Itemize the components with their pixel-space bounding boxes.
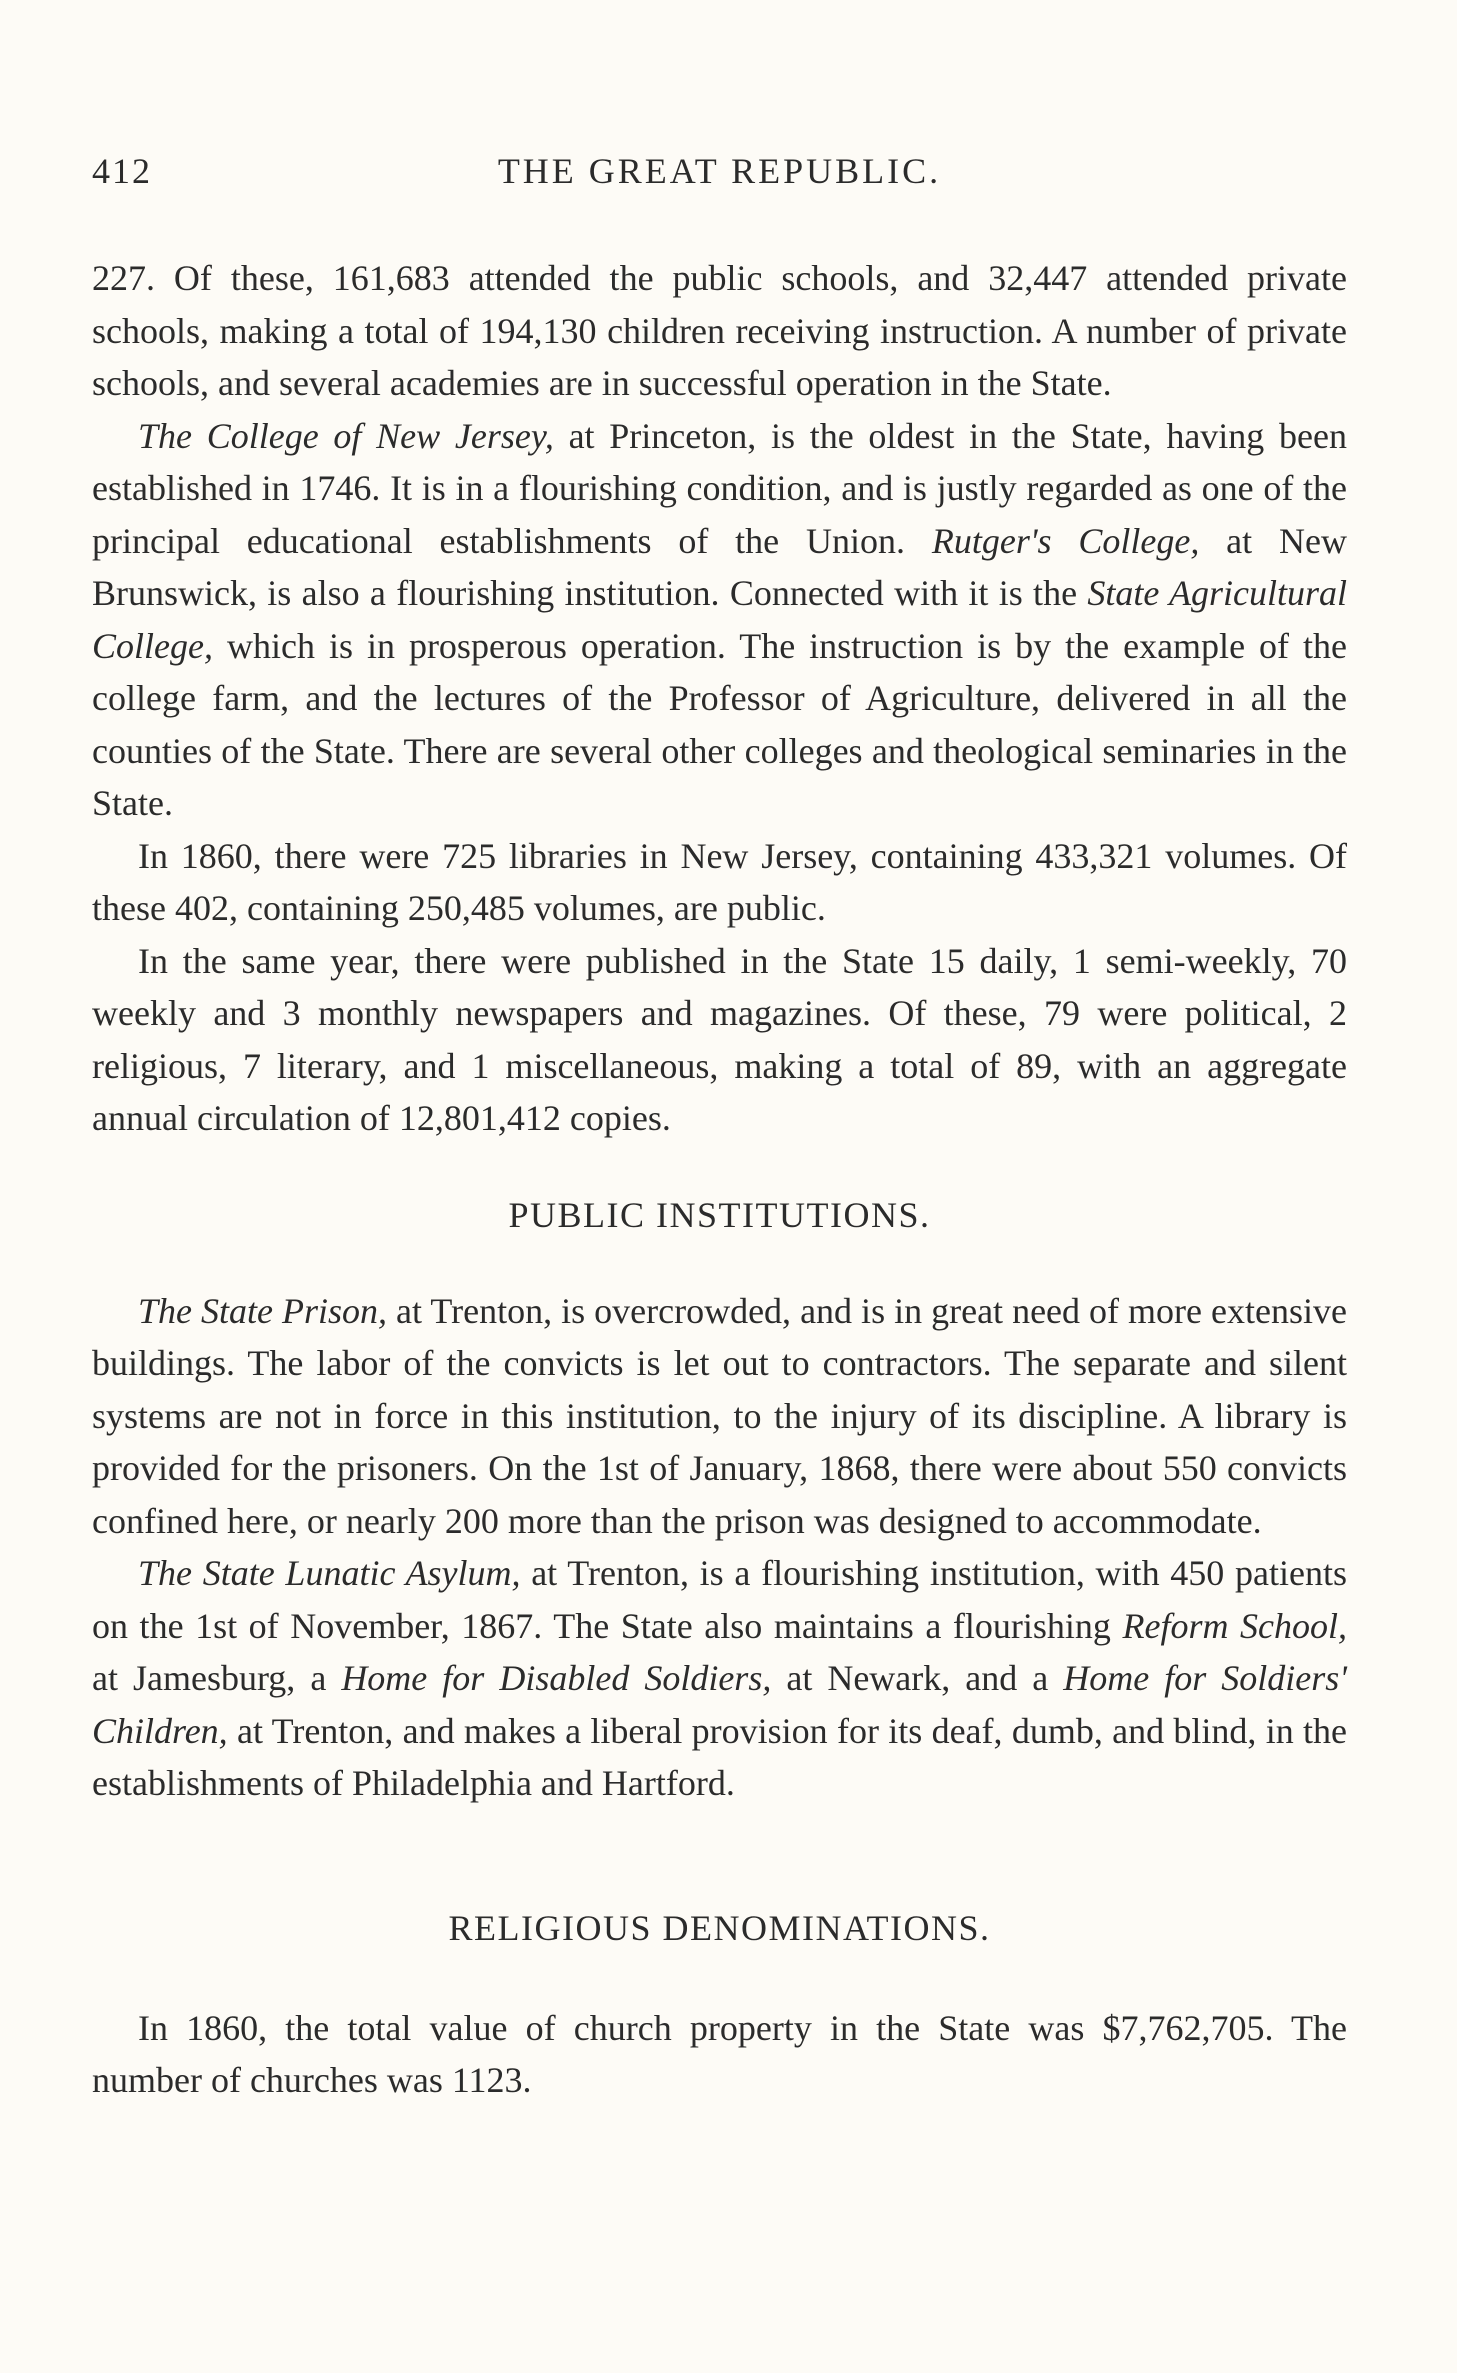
running-head xyxy=(92,150,1347,200)
reform-school: Reform School, xyxy=(1122,1605,1347,1646)
college-of-new-jersey: The College of New Jersey, xyxy=(138,415,554,456)
text-run: which is in prosperous operation. The instruction is by the example of the college farm, and the lectures of the Professor of Agriculture, delivered in all the counties of the State. There are several other colleges and theological seminaries in the State. xyxy=(92,625,1347,823)
heading-religious-denominations: RELIGIOUS DENOMINATIONS. xyxy=(448,1907,991,1948)
state-agricultural-college: State Agricultural College, xyxy=(92,573,1347,666)
text-run: at Trenton, is a flourishing institution, with 450 patients on the 1st of November, 1867. The State also maintains a flourishing xyxy=(92,1553,1347,1646)
home-for-disabled-soldiers: Home for Disabled Soldiers, xyxy=(341,1658,772,1698)
body-text xyxy=(92,252,1347,2107)
state-prison: The State Prison, xyxy=(138,1290,388,1331)
text-run: at New Brunswick, is also a flourishing institution. Connected with it is the xyxy=(92,520,1347,613)
home-for-soldiers-children: Home for Soldiers' Children, xyxy=(92,1658,1347,1751)
text-run: at Jamesburg, a xyxy=(92,1658,342,1698)
paragraph-education-1: 227. Of these, 161,683 attended the public schools, and 32,447 attended private schools, making a total of 194,130 children receiving instruction. A number of private schools, and several academies are in successful operation in the State. xyxy=(92,258,1347,403)
text-run: at Trenton, and makes a liberal provision for its deaf, dumb, and blind, in the establishments of Philadelphia and Hartford. xyxy=(92,1710,1347,1803)
paragraph-education-2 xyxy=(92,410,1347,830)
heading-public-institutions: PUBLIC INSTITUTIONS. xyxy=(508,1194,931,1235)
text-run: at Newark, and a xyxy=(771,1658,1064,1698)
page-number: 412 xyxy=(92,151,152,191)
rutgers-college: Rutger's College, xyxy=(931,520,1200,561)
text-run: at Trenton, is overcrowded, and is in great need of more extensive buildings. The labor of the convicts is let out to contractors. The separate and silent systems are not in force in this institution, to the injury of its discipline. A library is provided for the prisoners. On the 1st of January, 1868, there were about 550 convicts confined here, or nearly 200 more than the prison was designed to accommodate. xyxy=(92,1290,1347,1541)
paragraph-state-prison xyxy=(92,1285,1347,1548)
running-title: THE GREAT REPUBLIC. xyxy=(497,151,942,191)
text-run: at Princeton, is the oldest in the State, having been established in 1746. It is in a flourishing condition, and is justly regarded as one of the principal educational establishments of the Union. xyxy=(92,415,1347,561)
paragraph-church-property: In 1860, the total value of church property in the State was $7,762,705. The number of churches was 1123. xyxy=(92,2007,1347,2100)
state-lunatic-asylum: The State Lunatic Asylum, xyxy=(138,1553,521,1593)
paragraph-lunatic-asylum xyxy=(92,1547,1347,1810)
paragraph-libraries: In 1860, there were 725 libraries in New Jersey, containing 433,321 volumes. Of these 402, containing 250,485 volumes, are public. xyxy=(92,835,1347,928)
paragraph-newspapers: In the same year, there were published in the State 15 daily, 1 semi-weekly, 70 weekly and 3 monthly newspapers and magazines. Of these, 79 were political, 2 religious, 7 literary, and 1 miscellaneous, making a total of 89, with an aggregate annual circulation of 12,801,412 copies. xyxy=(92,940,1347,1138)
